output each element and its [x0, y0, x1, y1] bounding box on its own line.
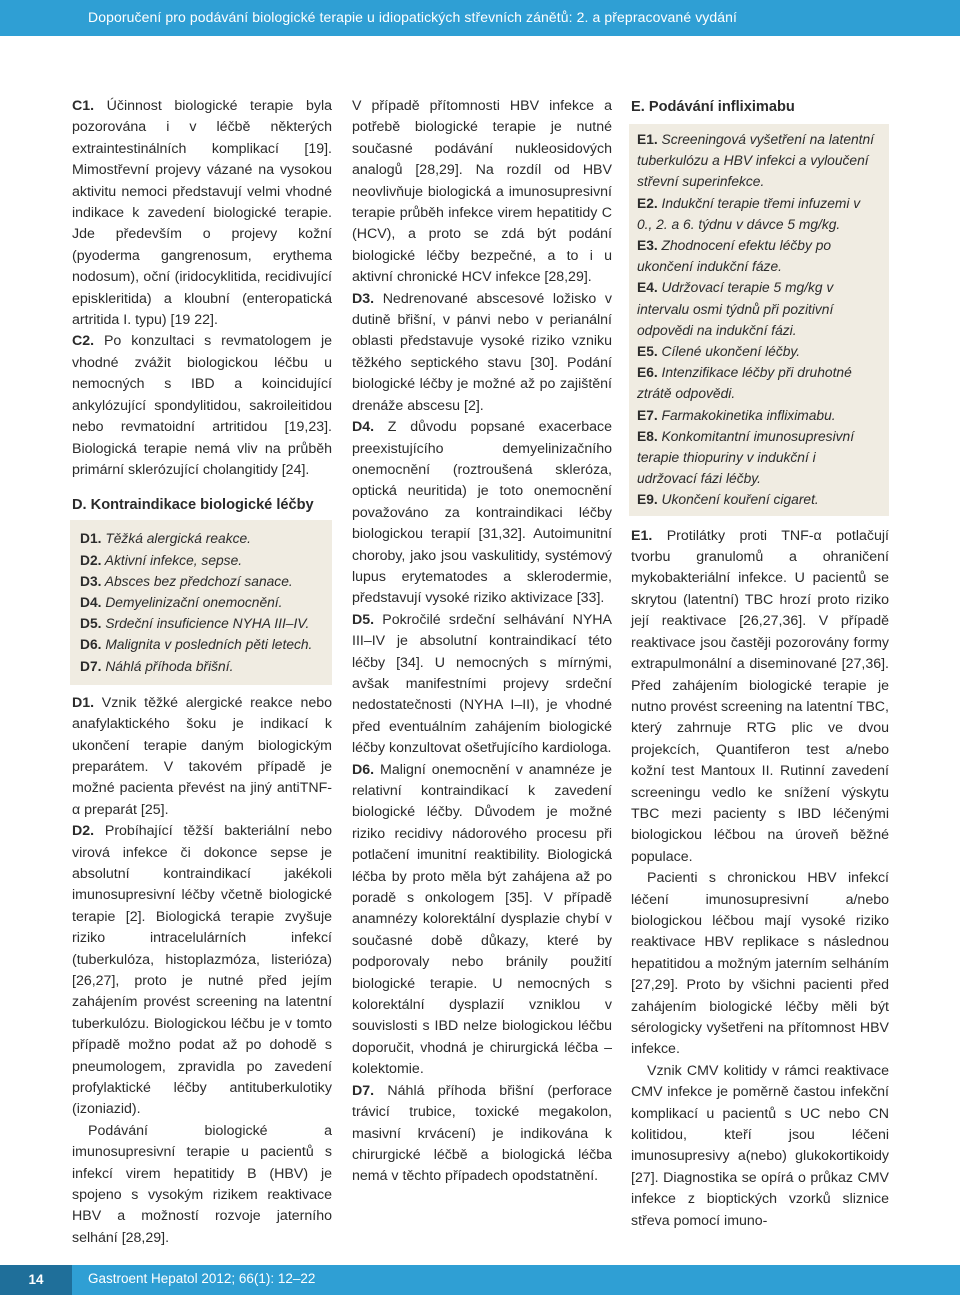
box-item [80, 592, 322, 613]
box-item-label: E4. [637, 280, 658, 296]
box-item [637, 193, 879, 235]
paragraph-hbv-continued: V případě přítomnosti HBV infekce a potřebě biologické terapie je nutné současné podávání nukleosidových analogů [28,29]. Na rozdíl od HBV neovlivňuje biologická a imunosupresivní terapie průběh infekce virem hepatitidy C (HCV), a proto se zdá být podání biologické léčby bezpečné, a to i u aktivní chronické HCV infekce [28,29]. [352, 98, 612, 286]
box-item-text: Těžká alergická reakce. [101, 531, 252, 547]
box-item-label: E7. [637, 407, 658, 423]
summary-box-e [629, 124, 889, 516]
box-item-label: E5. [637, 344, 658, 360]
paragraph-c1 [72, 96, 332, 331]
column-1 [72, 96, 332, 1249]
paragraph-c2 [72, 331, 332, 481]
paragraph-hbv-chronic: Pacienti s chronickou HBV infekcí léčení imunosupresivní a/nebo biologickou léčbou mají vysoké riziko reaktivace HBV replikace s následnou hepatitidou a možným jaterním selháním [27,29]. Proto by všichni pacienti před zahájením biologické léčby měli být sérologicky vyšetřeni na přítomnost HBV infekce. [631, 870, 889, 1058]
item-label: C1. [72, 98, 95, 114]
running-footer [0, 1265, 960, 1295]
item-label: D7. [352, 1082, 375, 1099]
box-item-text: Konkomitantní imunosupresivní terapie thiopuriny v indukční i udržovací fázi léčby. [637, 428, 855, 487]
header-title: Doporučení pro podávání biologické terapie u idiopatických střevních zánětů: 2. a přepracované vydání [88, 9, 738, 25]
box-item [637, 277, 879, 341]
item-label: D6. [352, 761, 375, 778]
paragraph-text: Vznik těžké alergické reakce nebo anafylaktického šoku je indikací k ukončení terapie daným biologickým preparátem. V takovém případě je možné pacienta převést na jiný antiTNF-α preparát [25]. [72, 694, 332, 818]
section-heading-d: D. Kontraindikace biologické léčby [72, 497, 314, 514]
box-item-text: Screeningová vyšetření na latentní tuberkulózu a HBV infekci a vyloučení střevní superinfekce. [637, 132, 875, 190]
box-item [637, 405, 879, 426]
paragraph-d4 [352, 417, 612, 610]
item-label: E1. [631, 527, 653, 544]
page-number: 14 [0, 1265, 72, 1295]
item-label: D3. [352, 290, 375, 307]
box-item-text: Malignita v posledních pěti letech. [101, 637, 313, 653]
box-item [80, 613, 322, 634]
box-item-label: E8. [637, 428, 658, 444]
box-item [80, 550, 322, 571]
box-item [637, 235, 879, 277]
box-item-label: D1. [80, 531, 102, 547]
box-item [80, 528, 322, 549]
box-item [637, 489, 879, 510]
box-item-label: D4. [80, 594, 102, 610]
paragraph-d6 [352, 760, 612, 1081]
box-item [637, 341, 879, 362]
paragraph-cmv: Vznik CMV kolitidy v rámci reaktivace CMV infekce je poměrně častou infekční komplikací u pacientů s UC nebo CN kolitidou, kteří jsou léčeni imunosupresivy a(nebo) glukokortikoidy [27]. Diagnostika se opírá o průkaz CMV infekce z bioptických vzorků sliznice střeva pomocí imuno- [631, 1062, 889, 1229]
paragraph-text: Účinnost biologické terapie byla pozorována i v léčbě některých extraintestinálních komplikací [19]. Mimostřevní projevy vázané na vysokou aktivitu nemoci představují velmi vhodné indikace k zavedení biologické terapie. Jde především o projevy kožní (pyoderma gangrenosum, erythema nodosum), oční (iridocyklitida, recidivující episkleritida) a kloubní (enteropatická artritida I. typu) [19 22]. [72, 98, 332, 329]
box-item-label: D5. [80, 616, 102, 632]
summary-box-d [70, 520, 332, 684]
paragraph-text: Pokročilé srdeční selhávání NYHA III–IV je absolutní kontraindikací této léčby [34]. U nemocných s mírnými, avšak manifestními projevy srdeční nedostatečnosti (NYHA I–II), je vhodné před eventuálním zahájením biologické léčby konzultovat ošetřujícího kardiologa. [352, 611, 612, 757]
box-item-text: Cílené ukončení léčby. [657, 344, 801, 360]
box-item-text: Indukční terapie třemi infuzemi v 0., 2. a 6. týdnu v dávce 5 mg/kg. [637, 195, 861, 232]
box-item [80, 634, 322, 655]
item-label: D1. [72, 694, 95, 711]
paragraph-text: Protilátky proti TNF-α potlačují tvorbu granulomů a ohraničení mykobakteriální infekce. U pacientů se skrytou (latentní) TBC hrozí proto riziko její reaktivace [26,27,36]. V případě reaktivace jsou častěji pozorovány formy extrapulmonální a diseminované [27,36]. Před zahájením biologické terapie je nutno provést screening na latentní TBC, který zahrnuje RTG plic ve dvou projekcích, Quantiferon test a/nebo kožní test Mantoux II. Rutinní zavedení screeningu vedlo ke snížení výskytu TBC mezi pacienty s IBD léčenými biologickou léčbou na úroveň běžné populace. [631, 527, 889, 865]
paragraph-hbv: Podávání biologické a imunosupresivní terapie u pacientů s infekcí virem hepatitidy B (HBV) je spojeno s vysokým rizikem reaktivace HBV a možností rozvoje jaterního selhání [28,29]. [72, 1122, 332, 1246]
box-item-label: E3. [637, 238, 658, 254]
paragraph-d2 [72, 821, 332, 1121]
box-item-text: Ukončení kouření cigaret. [657, 492, 819, 508]
box-item-label: D6. [80, 637, 102, 653]
box-item-text: Demyelinizační onemocnění. [101, 594, 283, 610]
paragraph-d3 [352, 289, 612, 417]
column-2 [352, 96, 612, 1188]
box-item-label: E1. [637, 132, 658, 147]
paragraph-text: Náhlá příhoda břišní (perforace trávicí trubice, toxické megakolon, masivní krvácení) je indikována k chirurgické léčbě a biologická léčba nemá v těchto případech opodstatnění. [352, 1082, 612, 1185]
box-item-text: Intenzifikace léčby při druhotné ztrátě odpovědi. [637, 365, 852, 402]
paragraph-d5 [352, 610, 612, 760]
paragraph-text: Z důvodu popsané exacerbace preexistujícího demyelinizačního onemocnění (roztroušená skleróza, optická neuritida) je toto onemocnění považováno za kontraindikaci léčby biologickou terapií [31,32]. Autoimunitní choroby, jako jsou vaskulitidy, systémový lupus erytematodes a sklerodermie, představují vysoké riziko aktivizace [33]. [352, 419, 612, 607]
paragraph-d1 [72, 693, 332, 821]
box-item-text: Farmakokinetika infliximabu. [657, 407, 836, 423]
box-item [80, 571, 322, 592]
paragraph-text: Maligní onemocnění v anamnéze je relativní kontraindikací k zavedení biologické léčby. Důvodem je možné riziko recidivy nádorového procesu při potlačení imunitní reaktibility. Biologická léčba by proto měla být zahájena až po poradě s onkologem [35]. V případě anamnézy kolorektální dysplazie chybí v současné době důkazy, které by podporovaly nebo bránily použití biologické terapie. U nemocných s kolorektální dysplazií vzniklou v souvislosti s IBD nelze biologickou léčbu doporučit, vhodná je chirurgická léčba – kolektomie. [352, 761, 612, 1078]
item-label: D4. [352, 419, 375, 436]
running-header [0, 0, 960, 36]
box-item-text: Aktivní infekce, sepse. [101, 552, 243, 568]
box-item-text: Náhlá příhoda břišní. [101, 658, 234, 674]
column-3 [631, 96, 889, 1232]
section-heading-e: E. Podávání infliximabu [631, 99, 795, 115]
box-item-label: E9. [637, 492, 658, 508]
paragraph-text: Po konzultaci s revmatologem je vhodné zvážit biologickou léčbu u nemocných s IBD a koincidující ankylózující spondylitidou, sakroileitidou nebo revmatoidní artritidou [19,23]. Biologická terapie nemá vliv na průběh primární sklerózující cholangitidy [24]. [72, 333, 332, 478]
box-item-label: D7. [80, 658, 102, 674]
box-item-label: D2. [80, 552, 102, 568]
box-item-label: D3. [80, 573, 102, 589]
box-item [637, 129, 879, 193]
item-label: D5. [352, 611, 375, 628]
paragraph-text: Nedrenované abscesové ložisko v dutině břišní, v pánvi nebo v perianální oblasti představuje vysoké riziko vzniku těžkého septického stavu [30]. Podání biologické léčby je možné až po zajištění drenáže abscesu [2]. [352, 290, 612, 414]
box-item-text: Absces bez předchozí sanace. [101, 573, 293, 589]
paragraph-d7 [352, 1081, 612, 1188]
box-item [637, 362, 879, 404]
paragraph-e1 [631, 526, 889, 869]
paragraph-text: Probíhající těžší bakteriální nebo virová infekce či dokonce sepse je absolutní kontraindikací jakékoli imunosupresivní léčby včetně biologické terapie [2]. Biologická terapie zvyšuje riziko intracelulárních infekcí (tuberkulóza, histoplazmóza, listerióza) [26,27], proto je nutné před jejím zahájením provést screening na latentní tuberkulózu. Biologickou léčbu je v tomto případě možno podat až po dohodě s pneumologem, zpravidla po zavedení profylaktické léčby antituberkulotiky (izoniazid). [72, 823, 332, 1118]
box-item [637, 426, 879, 490]
box-item-label: E6. [637, 365, 658, 381]
box-item-text: Zhodnocení efektu léčby po ukončení indukční fáze. [637, 238, 832, 275]
box-item-label: E2. [637, 195, 658, 211]
item-label: C2. [72, 333, 95, 350]
box-item-text: Srdeční insuficience NYHA III–IV. [101, 616, 310, 632]
box-item [80, 656, 322, 677]
box-item-text: Udržovací terapie 5 mg/kg v intervalu osmi týdnů při pozitivní odpovědi na indukční fázi. [637, 280, 834, 338]
journal-citation: Gastroent Hepatol 2012; 66(1): 12–22 [88, 1271, 316, 1286]
item-label: D2. [72, 823, 95, 840]
